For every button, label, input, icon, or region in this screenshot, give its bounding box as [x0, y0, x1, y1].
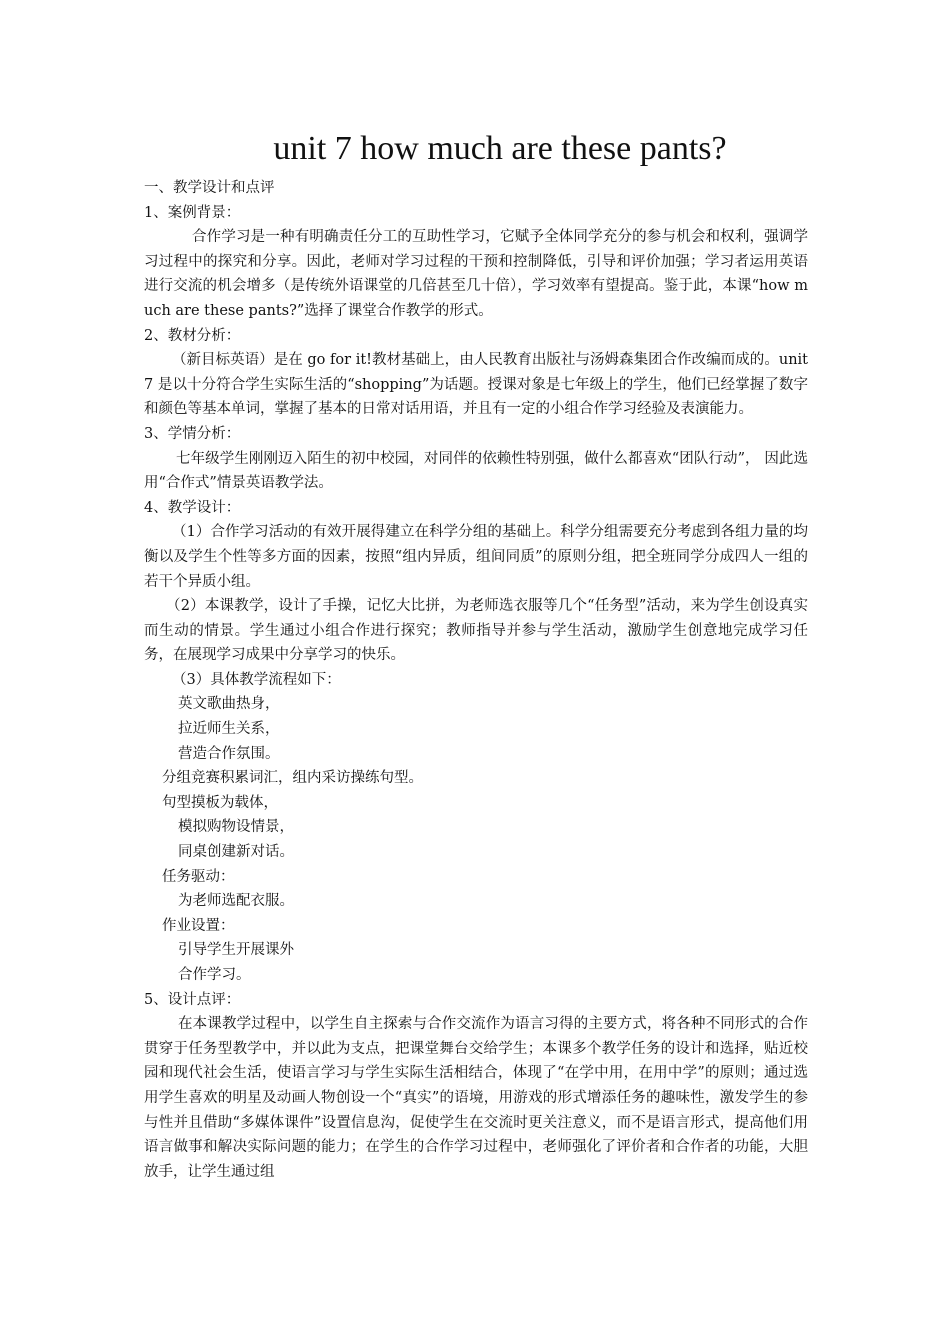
paragraph: （新目标英语）是在 go for it!教材基础上，由人民教育出版社与汤姆森集团合作改编而成的。unit 7 是以十分符合学生实际生活的“shopping”为话题。授课对象是七年级上的学生，他们已经掌握了数字和颜色等基本单词，掌握了基本的日常对话用语，并且有一定的小组合作学习经验及表演能力。 [144, 352, 808, 418]
paragraph: 引导学生开展课外 [178, 942, 294, 959]
paragraph: 任务驱动： [162, 868, 235, 885]
paragraph: 合作学习。 [178, 967, 251, 983]
paragraph: 4、教学设计： [144, 499, 241, 516]
paragraph: （1）合作学习活动的有效开展得建立在科学分组的基础上。科学分组需要充分考虑到各组力量的均衡以及学生个性等多方面的因素，按照“组内异质，组间同质”的原则分组，把全班同学分成四人一组的若干个异质小组。 [144, 524, 808, 590]
document-body [144, 176, 808, 1184]
paragraph: 同桌创建新对话。 [178, 844, 294, 861]
paragraph: 英文歌曲热身， [178, 696, 280, 713]
paragraph: 5、设计点评： [144, 991, 241, 1008]
paragraph: 作业设置： [162, 917, 235, 934]
paragraph: 分组竞赛积累词汇，组内采访操练句型。 [162, 770, 423, 787]
paragraph: （3）具体教学流程如下： [172, 671, 341, 688]
paragraph: 一、教学设计和点评 [144, 180, 275, 196]
paragraph: 句型摸板为载体， [162, 794, 278, 811]
paragraph: 模拟购物设情景， [178, 819, 294, 836]
paragraph: 在本课教学过程中，以学生自主探索与合作交流作为语言习得的主要方式，将各种不同形式的合作贯穿于任务型教学中，并以此为支点，把课堂舞台交给学生；本课多个教学任务的设计和选择，贴近校园和现代社会生活，使语言学习与学生实际生活相结合，体现了“在学中用，在用中学”的原则；通过选用学生喜欢的明星及动画人物创设一个“真实”的语境，用游戏的形式增添任务的趣味性，激发学生的参与性并且借助“多媒体课件”设置信息沟，促使学生在交流时更关注意义，而不是语言形式，提高他们用语言做事和解决实际问题的能力；在学生的合作学习过程中，老师强化了评价者和合作者的功能，大胆放手，让学生通过组 [144, 1016, 808, 1180]
page-title: unit 7 how much are these pants? [273, 130, 727, 167]
paragraph: （2）本课教学，设计了手操，记忆大比拼，为老师选衣服等几个“任务型”活动，来为学生创设真实而生动的情景。学生通过小组合作进行探究；教师指导并参与学生活动，激励学生创意地完成学习任务，在展现学习成果中分享学习的快乐。 [144, 598, 808, 664]
paragraph: 3、学情分析： [144, 425, 241, 442]
paragraph: 2、教材分析： [144, 327, 241, 344]
paragraph: 合作学习是一种有明确责任分工的互助性学习，它赋予全体同学充分的参与机会和权利，强调学习过程中的探究和分享。因此，老师对学习过程的干预和控制降低，引导和评价加强；学习者运用英语进行交流的机会增多（是传统外语课堂的几倍甚至几十倍），学习效率有望提高。鉴于此，本课“how much are these pants?”选择了课堂合作教学的形式。 [144, 229, 808, 319]
paragraph: 营造合作氛围。 [178, 745, 280, 762]
paragraph: 为老师选配衣服。 [178, 893, 294, 910]
paragraph: 七年级学生刚刚迈入陌生的初中校园，对同伴的依赖性特别强，做什么都喜欢“团队行动”， 因此选用“合作式”情景英语教学法。 [144, 450, 808, 492]
paragraph: 1、案例背景： [144, 204, 241, 221]
paragraph: 拉近师生关系， [178, 721, 280, 738]
